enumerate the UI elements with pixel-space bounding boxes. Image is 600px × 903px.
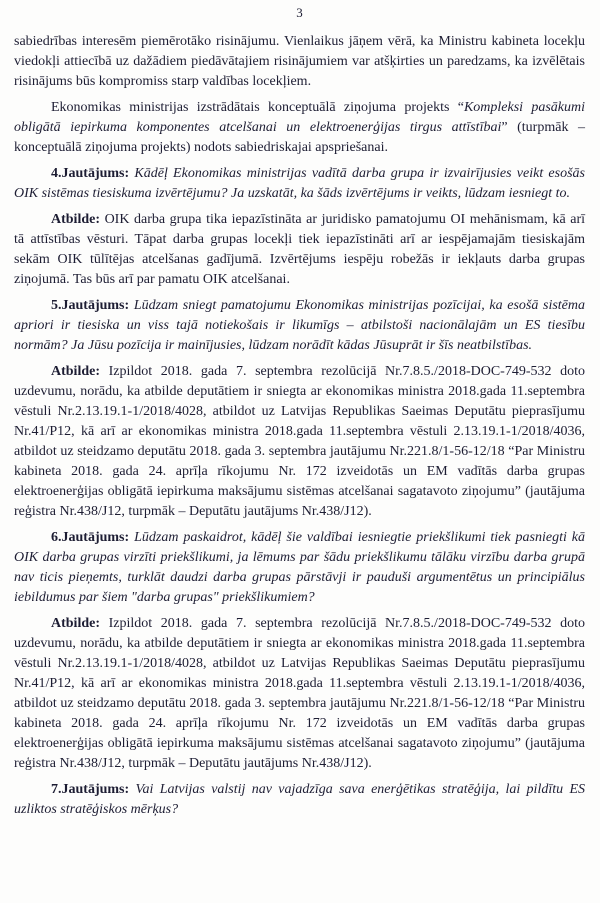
concept-report-post: ” (turpmāk – konceptuālā ziņojuma projekts) nodots sabiedriskajai apspriešanai. — [14, 120, 586, 155]
question-7-label: 7.Jautājums: — [51, 782, 130, 797]
question-4-text: Kādēļ Ekonomikas ministrijas vadītā darba grupa ir izvairījusies veikt esošās OIK sistēmas tiesiskuma izvērtējumu? Ja uzskatāt, ka šāds izvērtējums ir veikts, lūdzam iesniegt to. — [14, 166, 585, 201]
body-continuation-text: sabiedrības interesēm piemērotāko risinājumu. Vienlaikus jāņem vērā, ka Ministru kabineta locekļu viedokļi attiecībā uz dažādiem piedāvātajiem risinājumiem var atšķirties un paredzams, ka izvēlētais risinājums būs kompromiss starp valdības locekļiem. — [14, 34, 585, 89]
paragraph-question-7 — [14, 780, 585, 820]
concept-report-pre: Ekonomikas ministrijas izstrādātais konceptuālā ziņojuma projekts “ — [51, 100, 464, 115]
paragraph-answer-5 — [14, 362, 585, 522]
answer-6-label: Atbilde: — [51, 616, 100, 631]
answer-5-text: Izpildot 2018. gada 7. septembra rezolūcijā Nr.7.8.5./2018-DOC-749-532 doto uzdevumu, norādu, ka atbilde deputātiem ir sniegta ar ekonomikas ministra 2018.gada 11.septembra vēstuli Nr.2.13.19.1-1/2018/4028, atbildot uz Latvijas Republikas Saeimas Deputātu pieprasījumu Nr.41/P12, kā arī ar ekonomikas ministra 2018.gada 11.septembra vēstuli 2.13.19.1-1/2018/4036, atbildot uz steidzamo deputātu 2018. gada 3. septembra jautājumu Nr.221.8/1-56-12/18 “Par Ministru kabineta 2018. gada 24. aprīļa rīkojumu Nr. 172 izveidotās un EM vadītās darba grupas elektroenerģijas obligātā iepirkuma maksājumu sistēmas atcelšanai sagatavoto ziņojumu” (jautājuma reģistra Nr.438/J12, turpmāk – Deputātu jautājums Nr.438/J12). — [14, 364, 586, 519]
question-7-text: Vai Latvijas valstij nav vajadzīga sava enerģētikas stratēģija, lai pildītu ES uzliktos stratēģiskos mērķus? — [14, 782, 586, 817]
paragraph-answer-4 — [14, 210, 585, 290]
paragraph-body-continuation — [14, 32, 585, 92]
answer-4-label: Atbilde: — [51, 212, 100, 227]
paragraph-answer-6 — [14, 614, 585, 774]
question-6-text: Lūdzam paskaidrot, kādēļ šie valdībai iesniegtie priekšlikumi tiek pasniegti kā OIK darba grupas virzīti priekšlikumi, ja lēmums par šādu priekšlikumu tālāku virzību darba grupā nav ticis pieņemts, turklāt daudzi darba grupas pārstāvji ir pauduši argumentētus un principiālus iebildumus par šiem "darba grupas" priekšlikumiem? — [14, 530, 586, 605]
page-number: 3 — [296, 5, 303, 20]
answer-4-text: OIK darba grupa tika iepazīstināta ar juridisko pamatojumu OI mehānismam, kā arī tā attīstības vēsturi. Tāpat darba grupas locekļi tiek iepazīstināti arī ar iespējamajām tiesiskajām sekām OIK tūlītējas atcelšanas gadījumā. Izvērtējums iespēju robežās ir iekļauts darba grupas ziņojumā. Tas būs arī par pamatu OIK atcelšanai. — [14, 212, 585, 287]
answer-6-text: Izpildot 2018. gada 7. septembra rezolūcijā Nr.7.8.5./2018-DOC-749-532 doto uzdevumu, norādu, ka atbilde deputātiem ir sniegta ar ekonomikas ministra 2018.gada 11.septembra vēstuli Nr.2.13.19.1-1/2018/4028, atbildot uz Latvijas Republikas Saeimas Deputātu pieprasījumu Nr.41/P12, kā arī ar ekonomikas ministra 2018.gada 11.septembra vēstuli 2.13.19.1-1/2018/4036, atbildot uz steidzamo deputātu 2018. gada 3. septembra jautājumu Nr.221.8/1-56-12/18 “Par Ministru kabineta 2018. gada 24. aprīļa rīkojumu Nr. 172 izveidotās un EM vadītās darba grupas elektroenerģijas obligātā iepirkuma maksājumu sistēmas atcelšanai sagatavoto ziņojumu” (jautājuma reģistra Nr.438/J12, turpmāk – Deputātu jautājums Nr.438/J12). — [14, 616, 586, 771]
question-5-label: 5.Jautājums: — [51, 298, 130, 313]
question-6-label: 6.Jautājums: — [51, 530, 130, 545]
concept-report-title: Kompleksi pasākumi obligātā iepirkuma komponentes atcelšanai un elektroenerģijas tirgus attīstībai — [14, 100, 586, 135]
question-5-text: Lūdzam sniegt pamatojumu Ekonomikas ministrijas pozīcijai, ka esošā sistēma apriori ir tiesiska un viss tajā notiekošais ir likumīgs – atbilstoši nacionālajām un ES tiesību normām? Ja Jūsu pozīcija ir mainījusies, lūdzam norādīt kādas Jūsuprāt ir šīs neatbilstības. — [14, 298, 586, 353]
answer-5-label: Atbilde: — [51, 364, 100, 379]
paragraph-question-6 — [14, 528, 585, 608]
paragraph-question-5 — [14, 296, 585, 356]
paragraph-concept-report — [14, 98, 585, 158]
paragraph-question-4 — [14, 164, 585, 204]
question-4-label: 4.Jautājums: — [51, 166, 130, 181]
